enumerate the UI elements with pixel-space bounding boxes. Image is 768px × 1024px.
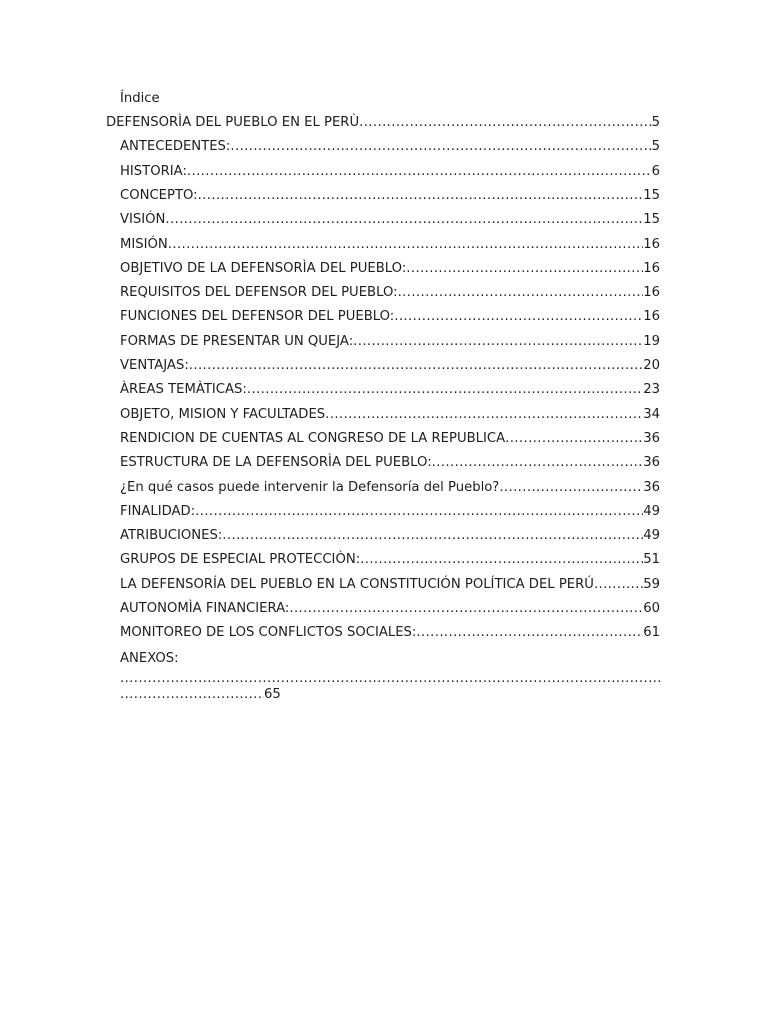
toc-leader-dots	[325, 406, 643, 423]
toc-page-number: 19	[643, 333, 660, 349]
toc-page-number: 36	[643, 479, 660, 495]
toc-leader-dots	[416, 624, 643, 641]
toc-entry[interactable]	[120, 406, 660, 423]
toc-entry-label: OBJETIVO DE LA DEFENSORÌA DEL PUEBLO:	[120, 260, 407, 276]
toc-entry[interactable]	[120, 430, 660, 447]
toc-entry[interactable]	[120, 600, 660, 617]
toc-entry[interactable]	[120, 163, 660, 180]
toc-entry[interactable]	[120, 454, 660, 471]
toc-leader-dots	[120, 686, 264, 703]
toc-leader-dots	[360, 551, 643, 568]
toc-entry-label: ANTECEDENTES:	[120, 139, 231, 155]
toc-page-number: 5	[651, 115, 660, 130]
toc-page-number: 16	[643, 285, 660, 301]
toc-leader-dots	[398, 284, 644, 301]
toc-entry-label: AUTONOMÌA FINANCIERA:	[120, 601, 290, 616]
toc-entry-anexos-tail	[120, 686, 281, 703]
toc-leader-dots	[187, 163, 652, 180]
toc-page-number: 6	[651, 163, 660, 179]
toc-entry-label: LA DEFENSORÍA DEL PUEBLO EN LA CONSTITUCIÓN POLÍTICA DEL PERÚ	[120, 576, 594, 592]
toc-page-number: 5	[651, 139, 660, 155]
toc-entry-label: MISIÓN	[120, 236, 168, 252]
toc-entry-label: FINALIDAD:	[120, 503, 196, 519]
toc-leader-dots	[222, 527, 643, 544]
toc-entry-label: GRUPOS DE ESPECIAL PROTECCIÒN:	[120, 552, 361, 568]
toc-page-number: 23	[643, 382, 660, 398]
toc-entry[interactable]	[106, 114, 660, 131]
toc-page-number: 15	[643, 212, 660, 228]
toc-leader-dots	[594, 576, 643, 593]
toc-entry-anexos-label[interactable]: ANEXOS:	[120, 651, 179, 666]
toc-entry-label: MONITOREO DE LOS CONFLICTOS SOCIALES:	[120, 625, 417, 641]
toc-entry[interactable]	[120, 138, 660, 155]
toc-entry[interactable]	[120, 576, 660, 593]
toc-entry-label: ATRIBUCIONES:	[120, 528, 223, 544]
toc-page-number: 16	[643, 236, 660, 252]
toc-entry[interactable]	[120, 624, 660, 641]
toc-page-number: 51	[643, 552, 660, 568]
toc-entry-label: ESTRUCTURA DE LA DEFENSORÌA DEL PUEBLO:	[120, 455, 432, 471]
toc-entry-label: FUNCIONES DEL DEFENSOR DEL PUEBLO:	[120, 309, 395, 325]
toc-leader-dots	[165, 211, 643, 228]
toc-entry[interactable]	[120, 527, 660, 544]
toc-page-number: 49	[643, 528, 660, 544]
toc-entry[interactable]	[120, 357, 660, 374]
toc-entry[interactable]	[120, 284, 660, 301]
toc-entry-label: DEFENSORÌA DEL PUEBLO EN EL PERÙ	[106, 115, 360, 130]
toc-leader-dots	[499, 479, 643, 496]
toc-page-number: 60	[643, 601, 660, 616]
toc-title: Índice	[120, 91, 160, 106]
toc-entry[interactable]	[120, 211, 660, 228]
toc-page-number: 36	[643, 430, 660, 446]
toc-entry-label: REQUISITOS DEL DEFENSOR DEL PUEBLO:	[120, 285, 398, 301]
toc-page-number: 15	[643, 187, 660, 203]
toc-entry[interactable]	[120, 308, 660, 325]
toc-entry-label: RENDICION DE CUENTAS AL CONGRESO DE LA REPUBLICA	[120, 430, 506, 446]
toc-leader-dots	[247, 381, 643, 398]
toc-entry-label: CONCEPTO:	[120, 187, 198, 203]
toc-entry[interactable]	[120, 333, 660, 350]
toc-leader-dots	[406, 260, 643, 277]
toc-leader-dots	[353, 333, 643, 350]
toc-entry-label: ÀREAS TEMÀTICAS:	[120, 382, 247, 398]
toc-entry[interactable]	[120, 260, 660, 277]
toc-page-number: 61	[643, 625, 660, 641]
toc-entry-label: VISIÓN	[120, 212, 166, 228]
toc-leader-dots	[359, 114, 652, 131]
toc-page-number: 65	[264, 687, 281, 702]
toc-leader-dots	[198, 187, 644, 204]
toc-page-number: 34	[643, 406, 660, 422]
toc-entry[interactable]	[120, 187, 660, 204]
toc-leader-dots	[394, 308, 643, 325]
toc-entry[interactable]	[120, 381, 660, 398]
toc-leader-dots	[195, 503, 643, 520]
toc-page-number: 59	[643, 576, 660, 592]
toc-entry[interactable]	[120, 236, 660, 253]
toc-page-number: 16	[643, 309, 660, 325]
toc-entry-label: HISTORIA:	[120, 163, 187, 179]
toc-leader-dots	[289, 600, 643, 617]
toc-leader-dots	[189, 357, 643, 374]
toc-leader-dots	[168, 236, 643, 253]
toc-entry[interactable]	[120, 551, 660, 568]
toc-leader-dots	[505, 430, 643, 447]
toc-leader-dots	[120, 670, 660, 687]
toc-entry-label: ¿En qué casos puede intervenir la Defensoría del Pueblo?	[120, 479, 500, 495]
toc-leader-dots	[432, 454, 644, 471]
toc-page-number: 16	[643, 260, 660, 276]
toc-page-number: 49	[643, 503, 660, 519]
toc-entry-label: FORMAS DE PRESENTAR UN QUEJA:	[120, 333, 354, 349]
toc-entry[interactable]	[120, 503, 660, 520]
toc-leader-dots	[230, 138, 651, 155]
toc-entry-label: OBJETO, MISION Y FACULTADES	[120, 406, 326, 422]
toc-page-number: 20	[643, 358, 660, 373]
toc-entry-label: VENTAJAS:	[120, 358, 189, 373]
toc-page-number: 36	[643, 455, 660, 471]
toc-entry[interactable]	[120, 479, 660, 496]
